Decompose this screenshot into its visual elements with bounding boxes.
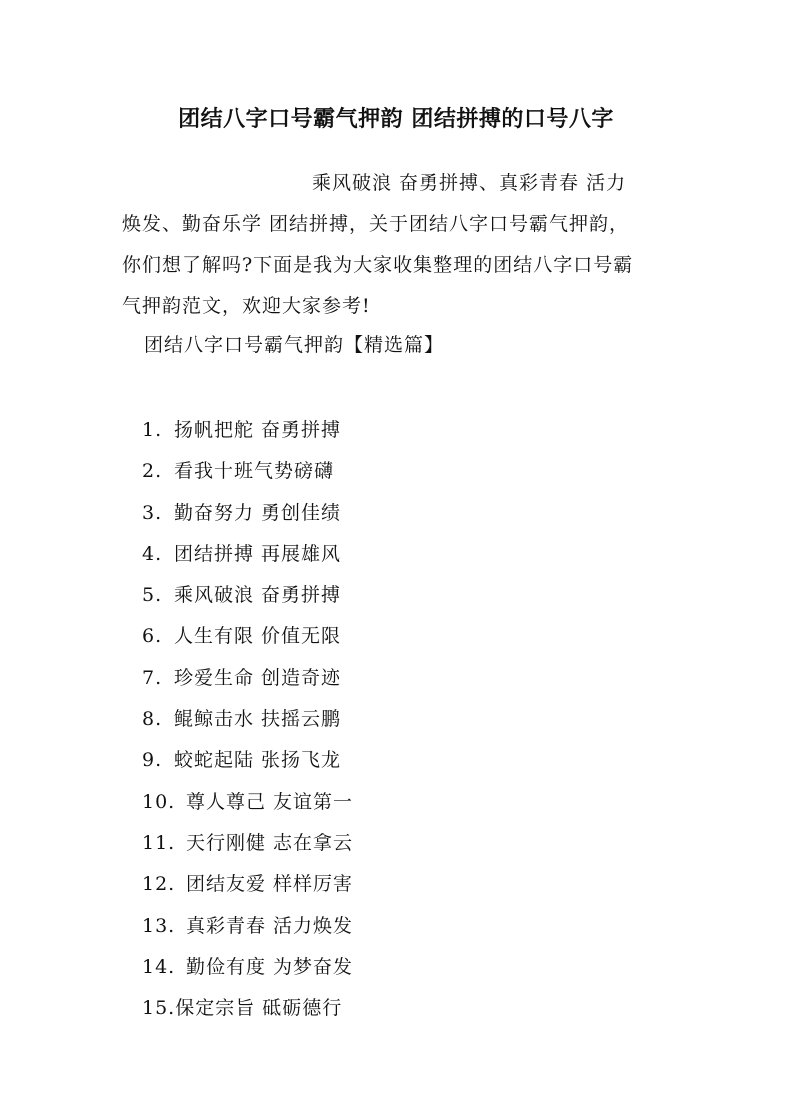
item-number: 7. [142, 666, 163, 689]
item-number: 2. [142, 460, 163, 483]
list-item [142, 451, 353, 492]
list-item [142, 988, 353, 1029]
slogan-list [142, 410, 353, 1029]
item-text: 珍爱生命 创造奇迹 [174, 666, 342, 689]
item-number: 3. [142, 501, 163, 524]
item-number: 8. [142, 708, 163, 731]
section-heading: 团结八字口号霸气押韵【精选篇】 [144, 334, 445, 356]
intro-line: 气押韵范文，欢迎大家参考! [122, 295, 371, 317]
item-number: 10. [142, 790, 176, 813]
intro-paragraph [122, 163, 674, 327]
list-item [142, 410, 353, 451]
item-text: 扬帆把舵 奋勇拼搏 [174, 419, 342, 441]
list-item [142, 616, 353, 657]
list-item [142, 534, 353, 575]
intro-line: 你们想了解吗?下面是我为大家收集整理的团结八字口号霸 [122, 254, 634, 276]
item-number: 15. [142, 997, 176, 1020]
item-number: 12. [142, 873, 176, 896]
item-number: 14. [142, 955, 176, 978]
item-text: 真彩青春 活力焕发 [186, 914, 354, 937]
item-number: 6. [142, 625, 163, 648]
item-number: 1. [142, 419, 163, 441]
item-number: 4. [142, 542, 163, 565]
item-text: 蛟蛇起陆 张扬飞龙 [174, 749, 342, 772]
item-number: 9. [142, 749, 163, 772]
item-text: 天行刚健 志在拿云 [186, 831, 354, 854]
list-item [142, 823, 353, 864]
item-text: 勤俭有度 为梦奋发 [186, 955, 354, 978]
item-text: 看我十班气势磅礴 [174, 460, 335, 483]
item-text: 尊人尊己 友谊第一 [186, 790, 354, 813]
item-text: 保定宗旨 砥砺德行 [175, 997, 343, 1020]
intro-line: 焕发、勤奋乐学 团结拼搏，关于团结八字口号霸气押韵， [122, 213, 630, 235]
list-item [142, 740, 353, 781]
list-item [142, 947, 353, 988]
item-number: 11. [142, 831, 176, 854]
list-item [142, 699, 353, 740]
list-item [142, 658, 353, 699]
item-number: 13. [142, 914, 176, 937]
item-number: 5. [142, 584, 163, 607]
intro-line: 乘风破浪 奋勇拼搏、真彩青春 活力 [312, 172, 627, 194]
list-item [142, 575, 353, 616]
item-text: 乘风破浪 奋勇拼搏 [174, 584, 342, 607]
list-item [142, 493, 353, 534]
item-text: 鲲鲸击水 扶摇云鹏 [174, 708, 342, 731]
item-text: 团结友爱 样样厉害 [186, 873, 354, 896]
item-text: 团结拼搏 再展雄风 [174, 542, 342, 565]
item-text: 人生有限 价值无限 [174, 625, 342, 648]
list-item [142, 782, 353, 823]
list-item [142, 906, 353, 947]
item-text: 勤奋努力 勇创佳绩 [174, 501, 342, 524]
list-item [142, 864, 353, 905]
document-title: 团结八字口号霸气押韵 团结拼搏的口号八字 [178, 107, 614, 132]
